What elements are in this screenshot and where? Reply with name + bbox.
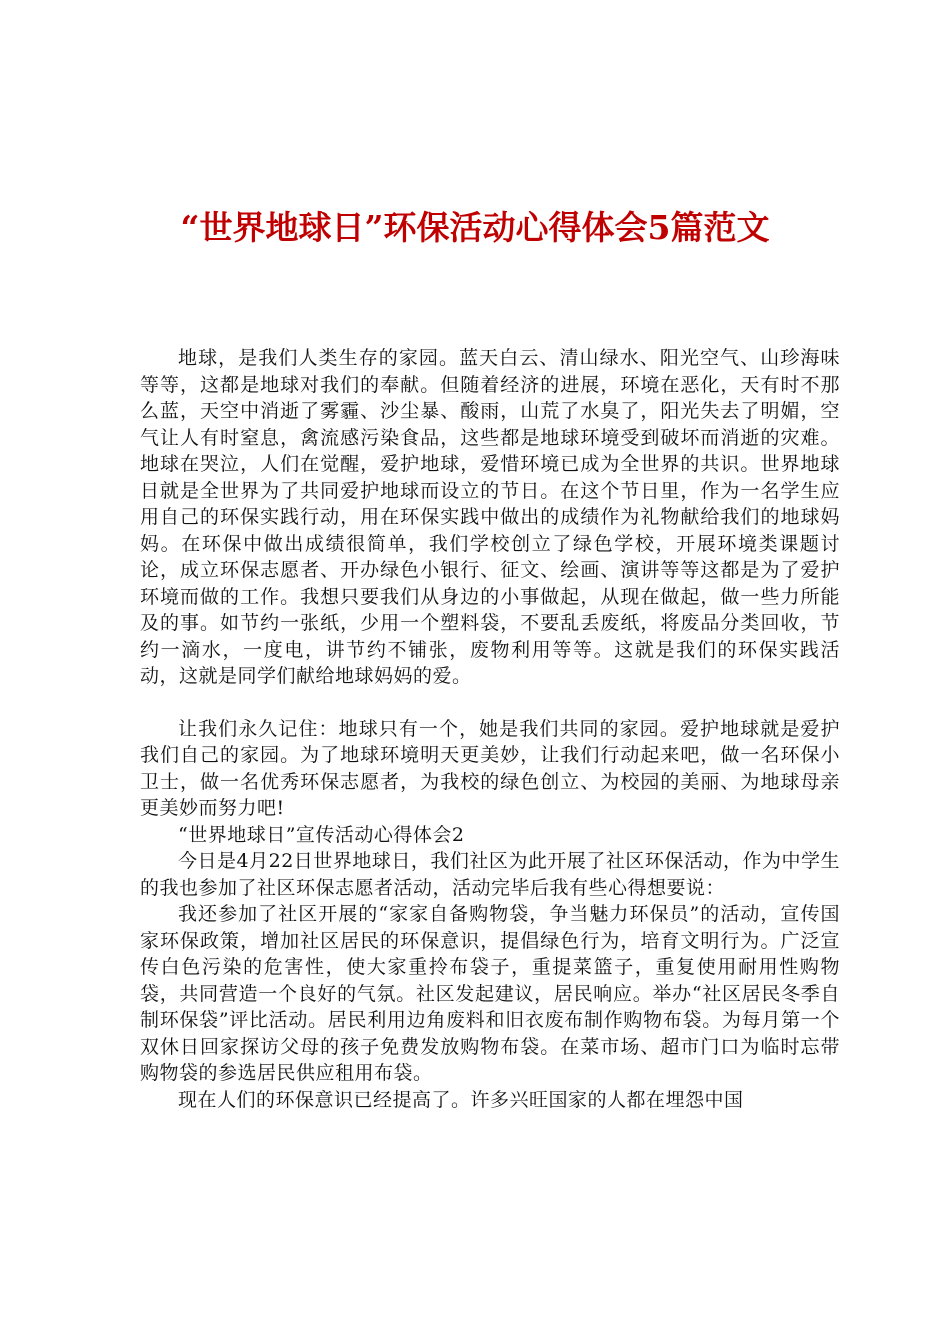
paragraph-shopping-bag: 我还参加了社区开展的“家家自备购物袋，争当魅力环保员”的活动，宣传国家环保政策，增加社区居民的环保意识，提倡绿色行为，培育文明行为。广泛宣传白色污染的危害性，使大家重拎布袋子，重提菜篮子，重复使用耐用性购物袋，共同营造一个良好的气氛。社区发起建议，居民响应。举办“社区居民冬季自制环保袋”评比活动。居民利用边角废料和旧衣废布制作购物布袋。为每月第一个双休日回家探访父母的孩子免费发放购物布袋。在菜市场、超市门口为临时忘带购物袋的参选居民供应租用布袋。 bbox=[140, 903, 840, 1084]
paragraph-remember: 让我们永久记住：地球只有一个，她是我们共同的家园。爱护地球就是爱护我们自己的家园。为了地球环境明天更美妙，让我们行动起来吧，做一名环保小卫士，做一名优秀环保志愿者，为我校的绿色创立、为校园的美丽、为地球母亲更美妙而努力吧! bbox=[140, 717, 840, 819]
document-body bbox=[140, 345, 840, 1113]
paragraph-intro: 地球，是我们人类生存的家园。蓝天白云、清山绿水、阳光空气、山珍海味等等，这都是地球对我们的奉献。但随着经济的进展，环境在恶化，天有时不那么蓝，天空中消逝了雾霾、沙尘暴、酸雨，山荒了水臭了，阳光失去了明媚，空气让人有时窒息，禽流感污染食品，这些都是地球环境受到破坏而消逝的灾难。地球在哭泣，人们在觉醒，爱护地球，爱惜环境已成为全世界的共识。世界地球日就是全世界为了共同爱护地球而设立的节日。在这个节日里，作为一名学生应用自己的环保实践行动，用在环保实践中做出的成绩作为礼物献给我们的地球妈妈。在环保中做出成绩很简单，我们学校创立了绿色学校，开展环境类课题讨论，成立环保志愿者、开办绿色小银行、征文、绘画、演讲等等这都是为了爱护环境而做的工作。我想只要我们从身边的小事做起，从现在做起，做一些力所能及的事。如节约一张纸，少用一个塑料袋，不要乱丢废纸，将废品分类回收，节约一滴水，一度电，讲节约不铺张，废物利用等等。这就是我们的环保实践活动，这就是同学们献给地球妈妈的爱。 bbox=[140, 347, 840, 687]
paragraph-community: 今日是4月22日世界地球日，我们社区为此开展了社区环保活动，作为中学生的我也参加了社区环保志愿者活动，活动完毕后我有些心得想要说： bbox=[140, 850, 840, 899]
section-heading-2: “世界地球日”宣传活动心得体会2 bbox=[178, 823, 465, 846]
paragraph-awareness: 现在人们的环保意识已经提高了。许多兴旺国家的人都在埋怨中国 bbox=[178, 1088, 744, 1111]
document-title: “世界地球日”环保活动心得体会5篇范文 bbox=[180, 208, 770, 247]
